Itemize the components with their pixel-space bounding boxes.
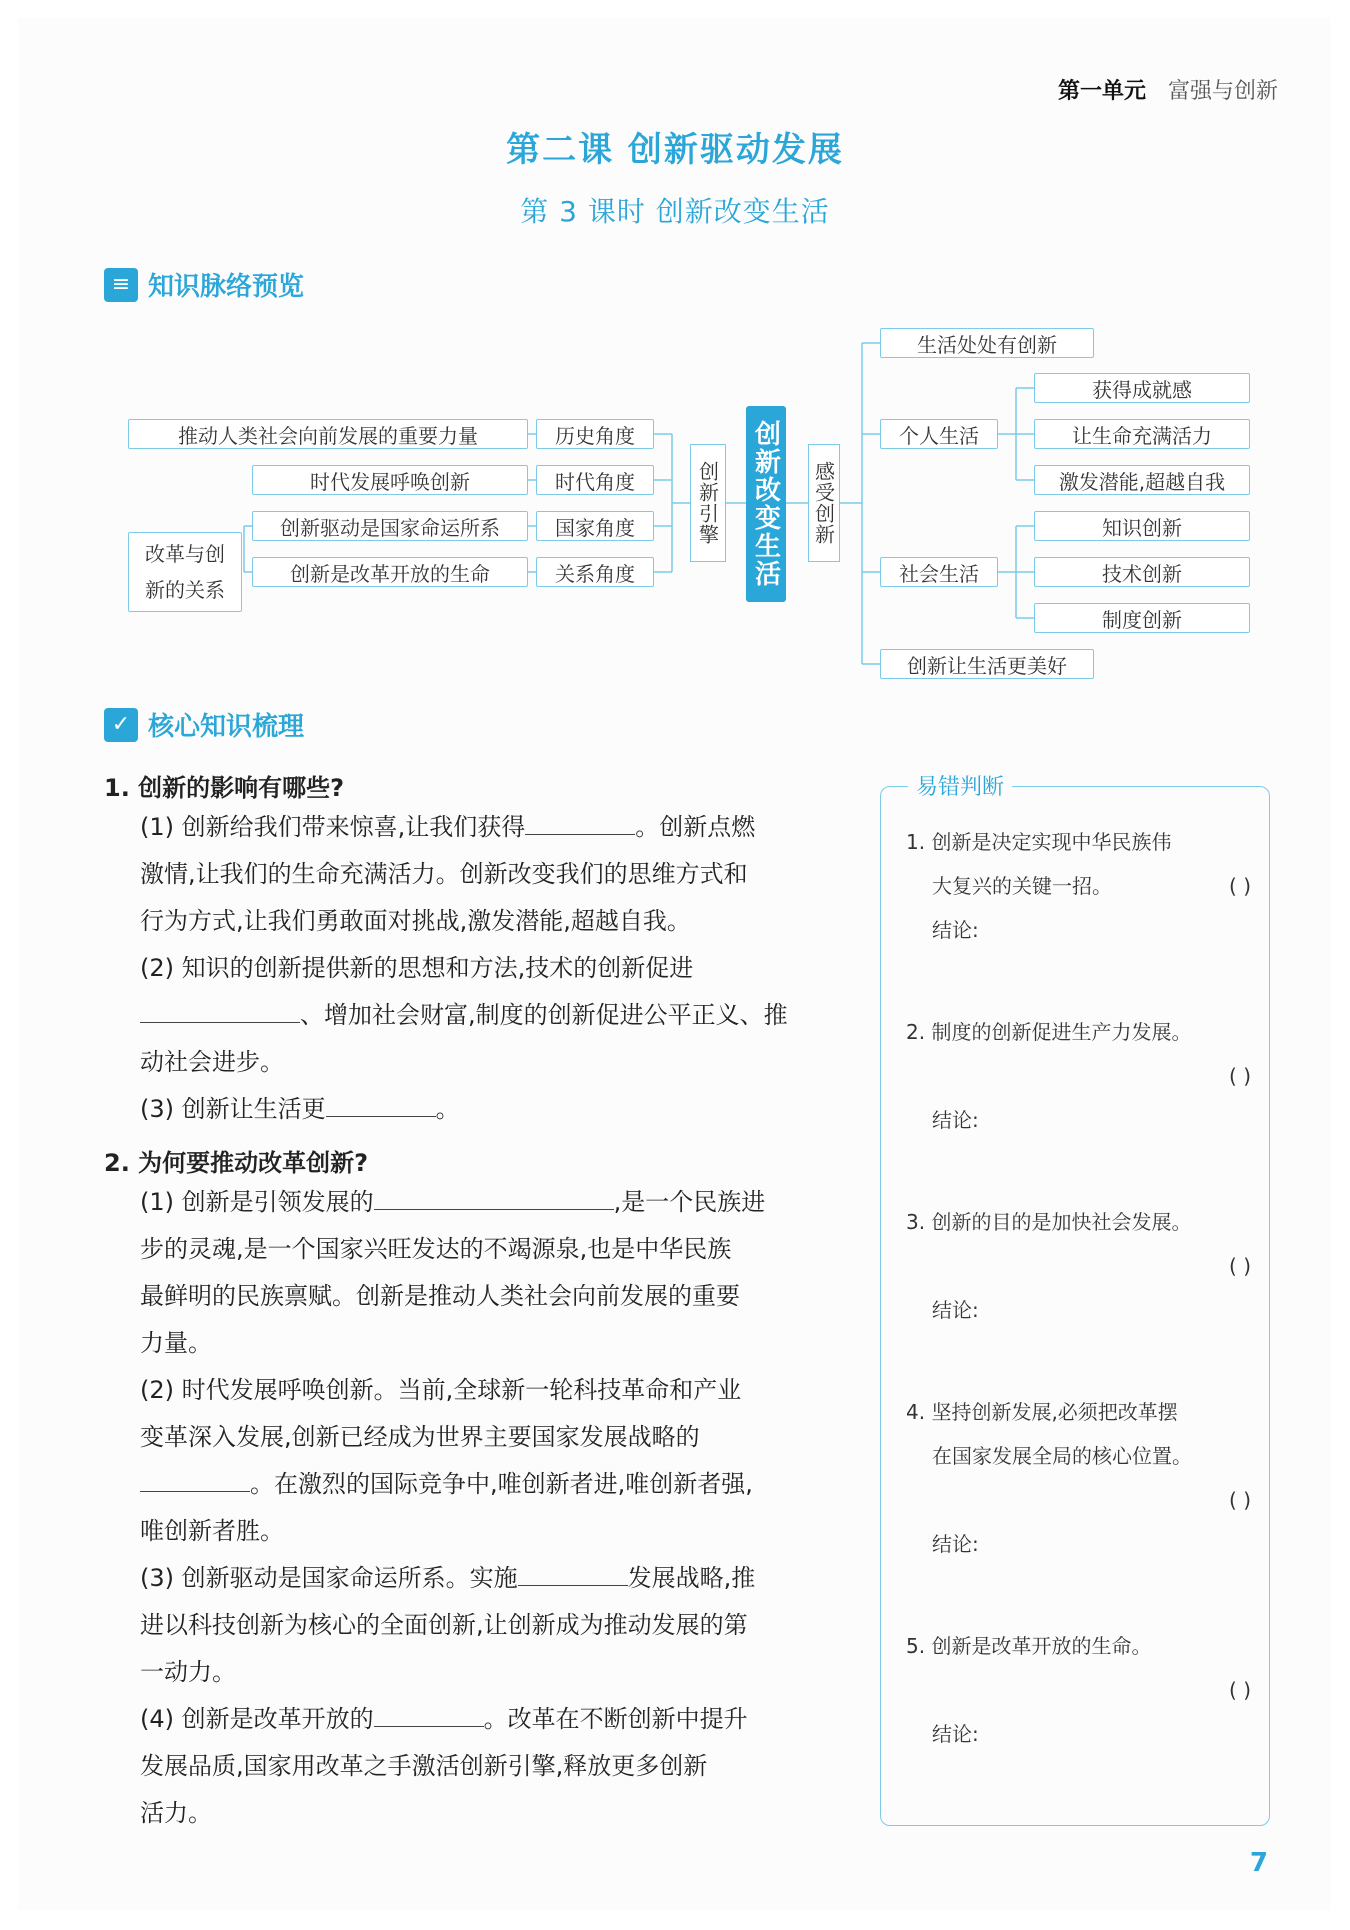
mindmap-social: 社会生活	[880, 557, 998, 587]
mindmap-angle-era: 时代角度	[536, 465, 654, 495]
text-line: 动社会进步。	[140, 1048, 284, 1076]
judgment-conclusion: 结论:	[932, 1722, 979, 1746]
judgment-statement: 2. 制度的创新促进生产力发展。	[906, 1020, 1192, 1044]
mindmap-personal-item: 让生命充满活力	[1034, 419, 1250, 449]
text-line: ,是一个民族进	[613, 1188, 766, 1216]
judgment-statement: 1. 创新是决定实现中华民族伟	[906, 830, 1172, 854]
text-line: 进以科技创新为核心的全面创新,让创新成为推动发展的第	[140, 1611, 748, 1639]
error-judgment-title: 易错判断	[908, 770, 1012, 801]
mindmap-detail-history: 推动人类社会向前发展的重要力量	[128, 419, 528, 449]
mindmap-detail-nation: 创新驱动是国家命运所系	[252, 511, 528, 541]
judgment-item-2	[906, 1010, 1251, 1142]
lesson-title: 第二课 创新驱动发展	[506, 130, 844, 170]
judgment-statement: 4. 坚持创新发展,必须把改革摆	[906, 1400, 1178, 1424]
text-line: (2) 知识的创新提供新的思想和方法,技术的创新促进	[140, 954, 694, 982]
text-line: 。创新点燃	[635, 813, 756, 841]
judgment-statement: 5. 创新是改革开放的生命。	[906, 1634, 1152, 1658]
judgment-item-4	[906, 1390, 1251, 1566]
question-2-title: 2. 为何要推动改革创新?	[104, 1149, 369, 1177]
text-line: (3) 创新让生活更	[140, 1095, 326, 1123]
fill-blank[interactable]	[525, 810, 635, 835]
judgment-item-3	[906, 1200, 1251, 1332]
judgment-item-5	[906, 1624, 1251, 1756]
judgment-statement: 大复兴的关键一招。	[932, 874, 1112, 898]
book-stack-icon: ≡	[104, 268, 138, 302]
text-line: 力量。	[140, 1329, 212, 1357]
text-line: 行为方式,让我们勇敢面对挑战,激发潜能,超越自我。	[140, 907, 691, 935]
judgment-paren[interactable]: ( )	[1229, 1678, 1251, 1702]
mindmap-detail-era: 时代发展呼唤创新	[252, 465, 528, 495]
mindmap-center: 创新改变生活	[746, 406, 786, 602]
checkbox-icon: ✓	[104, 708, 138, 742]
fill-blank[interactable]	[326, 1092, 436, 1117]
mindmap-right-hub: 感受创新	[808, 444, 840, 562]
text-line: 。	[435, 1095, 460, 1123]
question-1-title: 1. 创新的影响有哪些?	[104, 774, 345, 802]
judgment-conclusion: 结论:	[932, 918, 979, 942]
mindmap-social-item: 制度创新	[1034, 603, 1250, 633]
text-line: (3) 创新驱动是国家命运所系。实施	[140, 1564, 518, 1592]
mindmap-social-item: 知识创新	[1034, 511, 1250, 541]
judgment-conclusion: 结论:	[932, 1108, 979, 1132]
mindmap-reform-box: 改革与创新的关系	[128, 532, 242, 612]
judgment-conclusion: 结论:	[932, 1532, 979, 1556]
page-number: 7	[1249, 1848, 1268, 1878]
text-line: 、增加社会财富,制度的创新促进公平正义、推	[300, 1001, 788, 1029]
mindmap-personal-item: 激发潜能,超越自我	[1034, 465, 1250, 495]
judgment-paren[interactable]: ( )	[1229, 1488, 1251, 1512]
mindmap-everywhere: 生活处处有创新	[880, 328, 1094, 358]
mindmap-personal-item: 获得成就感	[1034, 373, 1250, 403]
fill-blank[interactable]	[518, 1561, 628, 1586]
overview-heading-text: 知识脉络预览	[148, 272, 305, 302]
judgment-paren[interactable]: ( )	[1229, 1254, 1251, 1278]
core-heading	[104, 706, 304, 743]
text-line: 唯创新者胜。	[140, 1517, 284, 1545]
text-line: (1) 创新是引领发展的	[140, 1188, 374, 1216]
fill-blank[interactable]	[374, 1702, 484, 1727]
judgment-statement: 在国家发展全局的核心位置。	[932, 1444, 1192, 1468]
text-line: 。改革在不断创新中提升	[483, 1705, 748, 1733]
mindmap-detail-relation: 创新是改革开放的生命	[252, 557, 528, 587]
judgment-conclusion: 结论:	[932, 1298, 979, 1322]
question-1-body	[140, 804, 850, 1133]
fill-blank[interactable]	[374, 1185, 614, 1210]
unit-label: 第一单元	[1057, 79, 1146, 104]
judgment-statement: 3. 创新的目的是加快社会发展。	[906, 1210, 1192, 1234]
text-line: (1) 创新给我们带来惊喜,让我们获得	[140, 813, 526, 841]
text-line: 。在激烈的国际竞争中,唯创新者进,唯创新者强,	[250, 1470, 753, 1498]
text-line: 发展战略,推	[627, 1564, 756, 1592]
text-line: 活力。	[140, 1799, 212, 1827]
question-2-body	[140, 1179, 850, 1837]
text-line: 激情,让我们的生命充满活力。创新改变我们的思维方式和	[140, 860, 748, 888]
mindmap-better: 创新让生活更美好	[880, 649, 1094, 679]
text-line: (4) 创新是改革开放的	[140, 1705, 374, 1733]
mindmap-personal: 个人生活	[880, 419, 998, 449]
text-line: 一动力。	[140, 1658, 236, 1686]
mindmap-left-hub: 创新引擎	[690, 444, 726, 562]
text-line: (2) 时代发展呼唤创新。当前,全球新一轮科技革命和产业	[140, 1376, 742, 1404]
core-heading-text: 核心知识梳理	[148, 712, 305, 742]
text-line: 变革深入发展,创新已经成为世界主要国家发展战略的	[140, 1423, 700, 1451]
mindmap-angle-nation: 国家角度	[536, 511, 654, 541]
lesson-subtitle: 第 3 课时 创新改变生活	[520, 195, 830, 228]
fill-blank[interactable]	[140, 1467, 250, 1492]
mindmap-social-item: 技术创新	[1034, 557, 1250, 587]
unit-title: 富强与创新	[1167, 79, 1278, 104]
judgment-item-1	[906, 820, 1251, 952]
mindmap-angle-relation: 关系角度	[536, 557, 654, 587]
text-line: 步的灵魂,是一个国家兴旺发达的不竭源泉,也是中华民族	[140, 1235, 732, 1263]
text-line: 最鲜明的民族禀赋。创新是推动人类社会向前发展的重要	[140, 1282, 740, 1310]
text-line: 发展品质,国家用改革之手激活创新引擎,释放更多创新	[140, 1752, 708, 1780]
judgment-paren[interactable]: ( )	[1229, 1064, 1251, 1088]
fill-blank[interactable]	[140, 998, 300, 1023]
judgment-paren[interactable]: ( )	[1229, 874, 1251, 898]
mindmap-angle-history: 历史角度	[536, 419, 654, 449]
